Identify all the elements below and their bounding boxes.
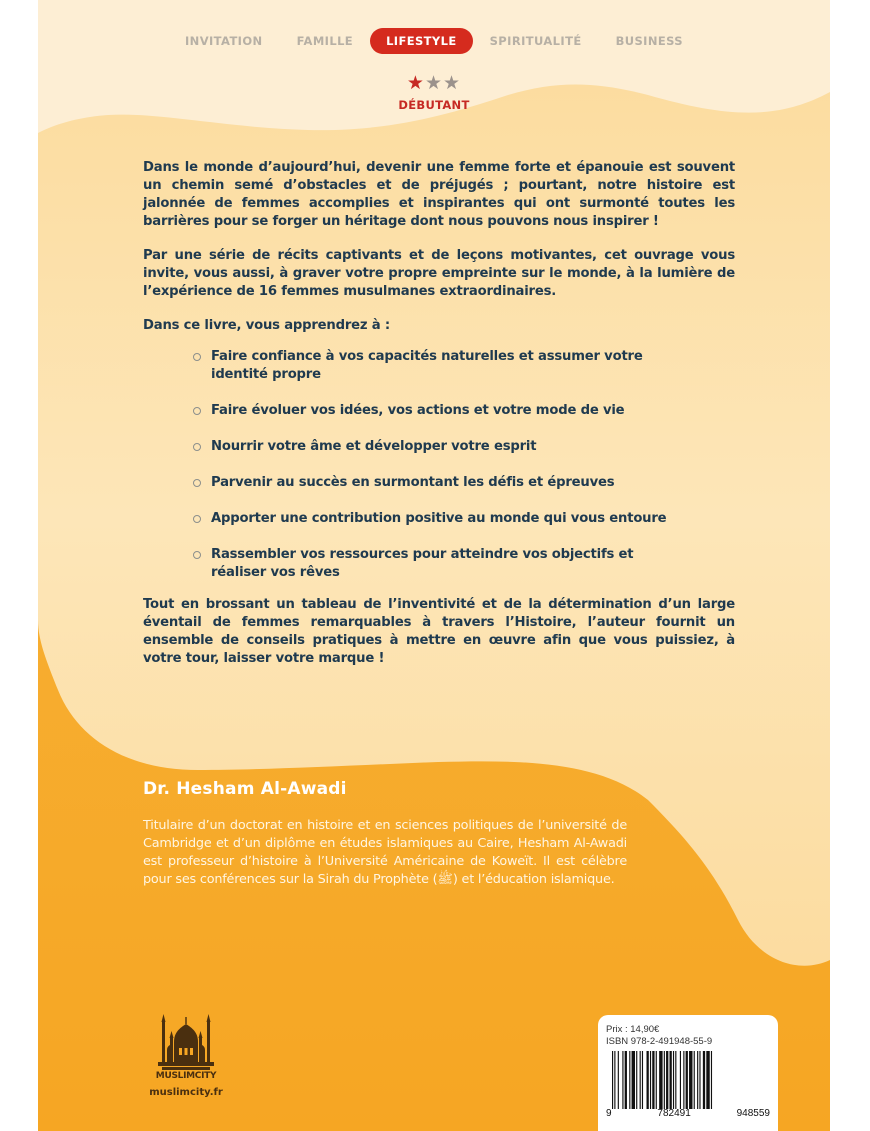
- list-item-text: Apporter une contribution positive au monde qui vous entoure: [211, 511, 667, 526]
- barcode-digit-lead: 9: [606, 1108, 612, 1119]
- author-name: Dr. Hesham Al-Awadi: [143, 779, 347, 799]
- description-paragraph-2: Par une série de récits captivants et de leçons motivantes, cet ouvrage vous invite, vous aussi, à graver votre propre empreinte sur le monde, à la lumière de l’expérience de 16 femmes musulmanes extraordinaires.: [143, 248, 735, 299]
- barcode-digits-right: 948559: [736, 1108, 770, 1119]
- publisher-logo: [146, 1012, 226, 1098]
- star-filled-icon: ★: [406, 72, 425, 94]
- tab-business[interactable]: BUSINESS: [615, 34, 683, 48]
- circle-bullet-icon: [193, 479, 201, 487]
- tab-famille[interactable]: FAMILLE: [296, 34, 354, 48]
- circle-bullet-icon: [193, 515, 201, 523]
- publisher-url[interactable]: muslimcity.fr: [149, 1087, 223, 1098]
- isbn-label: ISBN 978-2-491948-55-9: [606, 1036, 713, 1047]
- description-closing: Tout en brossant un tableau de l’inventivité et de la détermination d’un large éventail de femmes remarquables à travers l’Histoire, l’auteur fournit un ensemble de conseils pratiques à mettre en œuvre afin que vous puissiez, à votre tour, laisser votre marque !: [143, 597, 735, 666]
- description-paragraph-1: Dans le monde d’aujourd’hui, devenir une femme forte et épanouie est souvent un chemin semé d’obstacles et de préjugés ; pourtant, notre histoire est jalonnée de femmes accomplies et inspirantes qui ont surmonté toutes les barrières pour se forger un héritage dont nous pouvons nous inspirer !: [143, 160, 735, 229]
- barcode-box: [598, 1015, 778, 1131]
- learning-list: [143, 348, 735, 582]
- tab-lifestyle[interactable]: LIFESTYLE: [370, 28, 473, 54]
- barcode-digits-left: 782491: [657, 1108, 691, 1119]
- list-item-text: Faire évoluer vos idées, vos actions et votre mode de vie: [211, 403, 625, 418]
- circle-bullet-icon: [193, 407, 201, 415]
- mosque-skyline-icon: [158, 1012, 214, 1070]
- category-tabs: [38, 28, 830, 54]
- list-item: [191, 474, 681, 492]
- list-item: [191, 546, 681, 582]
- list-item-text: Faire confiance à vos capacités naturelles et assumer votre identité propre: [211, 349, 643, 382]
- tab-invitation[interactable]: INVITATION: [185, 34, 263, 48]
- level-label: DÉBUTANT: [398, 98, 470, 112]
- list-item: [191, 510, 681, 528]
- author-bio: Titulaire d’un doctorat en histoire et en sciences politiques de l’université de Cambridge et d’un diplôme en études islamiques au Caire, Hesham Al-Awadi est professeur d’histoire à l’Université Américaine de Koweït. Il est célèbre pour ses conférences sur la Sirah du Prophète (ﷺ) et l’éducation islamique.: [143, 818, 627, 887]
- circle-bullet-icon: [193, 551, 201, 559]
- book-back-cover: [38, 0, 830, 1131]
- price-label: Prix : 14,90€: [606, 1024, 660, 1035]
- learning-intro: Dans ce livre, vous apprendrez à :: [143, 318, 390, 333]
- star-empty-icon: ★: [424, 72, 444, 94]
- list-item-text: Rassembler vos ressources pour atteindre vos objectifs et réaliser vos rêves: [211, 547, 634, 580]
- circle-bullet-icon: [193, 443, 201, 451]
- publisher-name: MUSLIMCITY: [155, 1071, 217, 1081]
- list-item: [191, 438, 681, 456]
- star-empty-icon: ★: [443, 72, 462, 94]
- level-stars: [38, 73, 830, 93]
- list-item-text: Nourrir votre âme et développer votre esprit: [211, 439, 537, 454]
- list-item: [191, 402, 681, 420]
- barcode-digits: [606, 1108, 770, 1119]
- book-description: [143, 159, 735, 668]
- list-item-text: Parvenir au succès en surmontant les défis et épreuves: [211, 475, 615, 490]
- barcode-icon: [606, 1051, 770, 1109]
- list-item: [191, 348, 681, 384]
- circle-bullet-icon: [193, 353, 201, 361]
- tab-spiritualite[interactable]: SPIRITUALITÉ: [489, 34, 582, 48]
